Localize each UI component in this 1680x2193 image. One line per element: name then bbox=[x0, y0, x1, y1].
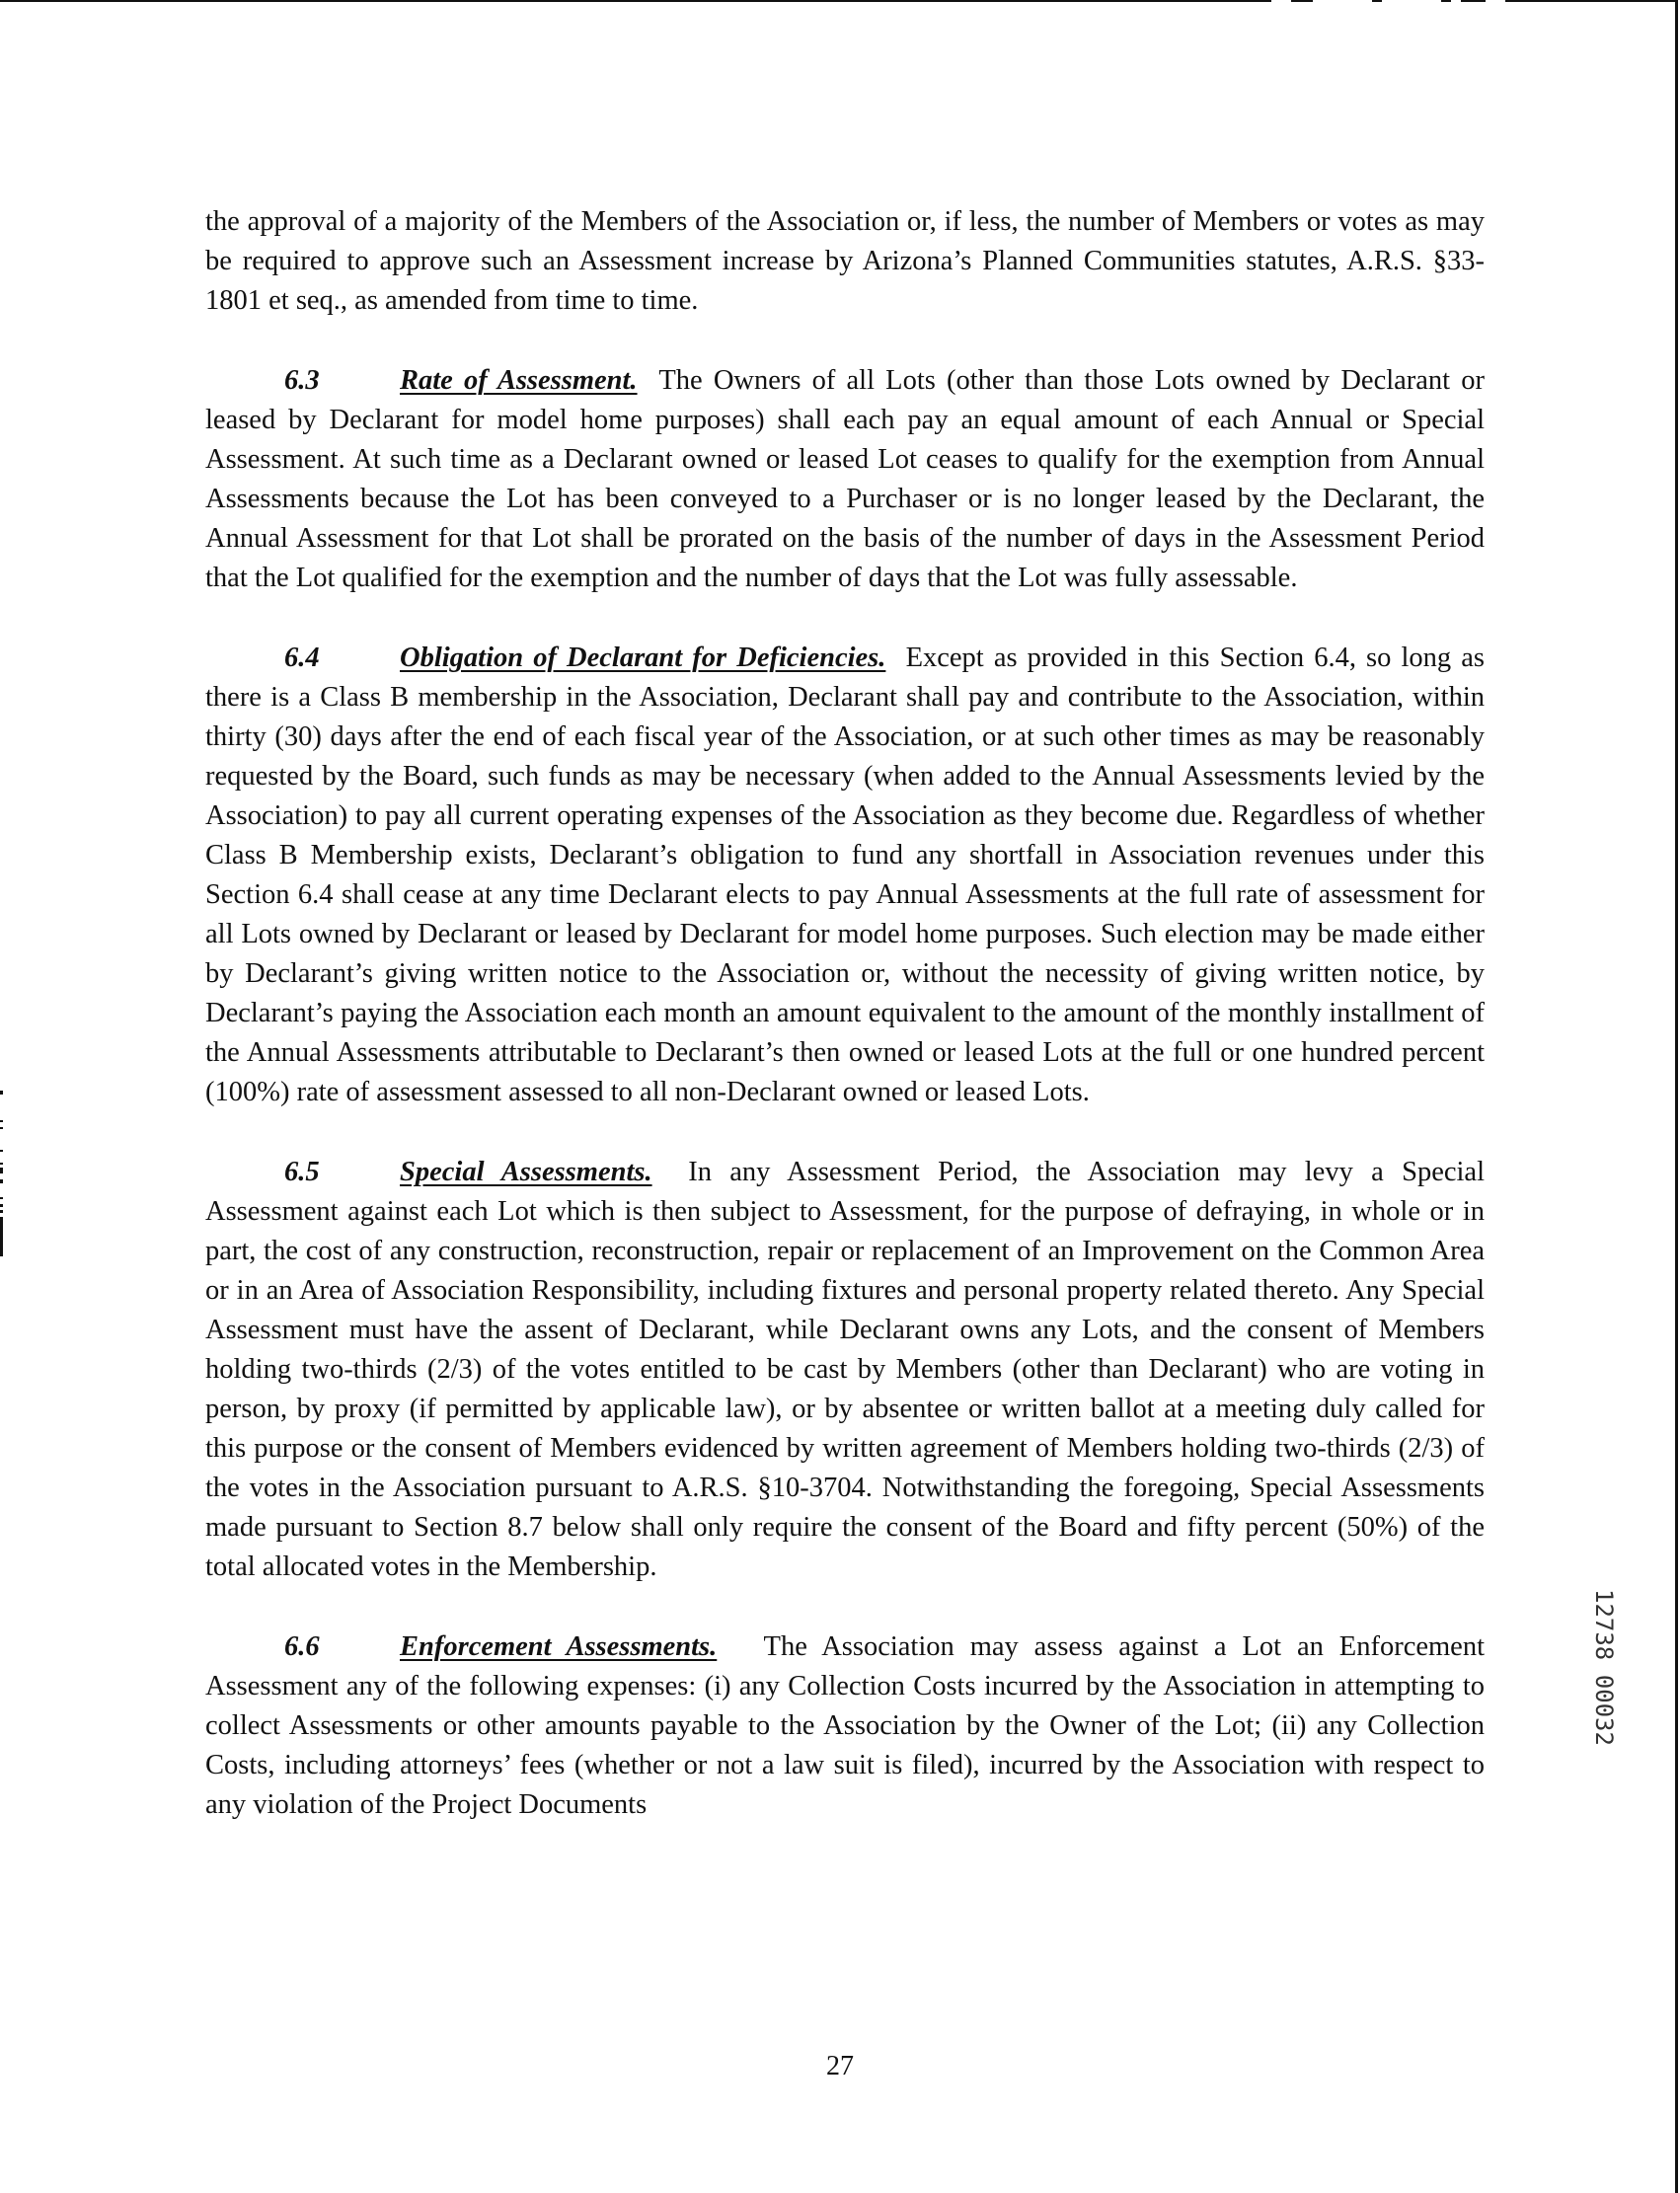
scan-edge-marks bbox=[0, 1056, 4, 1234]
section-title: Rate of Assessment. bbox=[400, 365, 638, 396]
scan-border-gap bbox=[1313, 0, 1372, 3]
section-title: Special Assessments. bbox=[400, 1157, 652, 1187]
document-body bbox=[205, 202, 1485, 1865]
section-number: 6.6 bbox=[284, 1631, 320, 1662]
page-number: 27 bbox=[826, 2051, 854, 2081]
section-6-4 bbox=[205, 639, 1485, 1112]
section-heading bbox=[205, 643, 885, 673]
section-title: Obligation of Declarant for Deficiencies. bbox=[400, 643, 886, 673]
scan-border-gap bbox=[1486, 0, 1505, 3]
section-number: 6.3 bbox=[284, 365, 320, 396]
recording-stamp bbox=[1589, 1589, 1619, 1826]
scan-border-gap bbox=[1382, 0, 1441, 3]
section-heading bbox=[205, 1631, 717, 1662]
section-heading bbox=[205, 1157, 652, 1187]
section-title: Enforcement Assessments. bbox=[400, 1631, 718, 1662]
scan-border-gap bbox=[1271, 0, 1291, 3]
section-body: The Association may assess against a Lot an Enforcement Assessment any of the following expenses: (i) any Collection Costs incurred by the Association in attempting to collect Assessments or other amounts payable to the Association by the Owner of the Lot; (ii) any Collection Costs, including attorneys’ fees (whether or not a law suit is filed), incurred by the Association with respect to any violation of the Project Documents bbox=[205, 1631, 1485, 1820]
recording-stamp-text: 12738 00032 bbox=[1590, 1589, 1618, 1746]
scan-border-gap bbox=[1451, 0, 1461, 3]
scan-border-right bbox=[1675, 0, 1678, 2193]
section-body: In any Assessment Period, the Association may levy a Special Assessment against each Lot which is then subject to Assessment, for the purpose of defraying, in whole or in part, the cost of any construction, reconstruction, repair or replacement of an Improvement on the Common Area or in an Area of Association Responsibility, including fixtures and personal property related thereto. Any Special Assessment must have the assent of Declarant, while Declarant owns any Lots, and the consent of Members holding two-thirds (2/3) of the votes entitled to be cast by Members (other than Declarant) who are voting in person, by proxy (if permitted by applicable law), or by absentee or written ballot at a meeting duly called for this purpose or the consent of Members evidenced by written agreement of Members holding two-thirds (2/3) of the votes in the Association pursuant to A.R.S. §10-3704. Notwithstanding the foregoing, Special Assessments made pursuant to Section 8.7 below shall only require the consent of the Board and fifty percent (50%) of the total allocated votes in the Membership. bbox=[205, 1157, 1485, 1582]
section-body: Except as provided in this Section 6.4, so long as there is a Class B membership in the Association, Declarant shall pay and contribute to the Association, within thirty (30) days after the end of each fiscal year of the Association, or at such other times as may be reasonably requested by the Board, such funds as may be necessary (when added to the Annual Assessments levied by the Association) to pay all current operating expenses of the Association as they become due. Regardless of whether Class B Membership exists, Declarant’s obligation to fund any shortfall in Association revenues under this Section 6.4 shall cease at any time Declarant elects to pay Annual Assessments at the full rate of assessment for all Lots owned by Declarant or leased by Declarant for model home purposes. Such election may be made either by Declarant’s giving written notice to the Association or, without the necessity of giving written notice, by Declarant’s paying the Association each month an amount equivalent to the amount of the monthly installment of the Annual Assessments attributable to Declarant’s then owned or leased Lots at the full or one hundred percent (100%) rate of assessment assessed to all non-Declarant owned or leased Lots. bbox=[205, 643, 1486, 1107]
section-6-3 bbox=[205, 361, 1485, 598]
section-number: 6.5 bbox=[284, 1157, 320, 1187]
section-number: 6.4 bbox=[284, 643, 320, 673]
section-body: The Owners of all Lots (other than those Lots owned by Declarant or leased by Declarant for model home purposes) shall each pay an equal amount of each Annual or Special Assessment. At such time as a Declarant owned or leased Lot ceases to qualify for the exemption from Annual Assessments because the Lot has been conveyed to a Purchaser or is no longer leased by the Declarant, the Annual Assessment for that Lot shall be prorated on the basis of the number of days in the Assessment Period that the Lot qualified for the exemption and the number of days that the Lot was fully assessable. bbox=[205, 365, 1485, 593]
section-heading bbox=[205, 365, 638, 396]
section-6-5 bbox=[205, 1153, 1485, 1587]
opening-paragraph: the approval of a majority of the Members of the Association or, if less, the number of Members or votes as may be required to approve such an Assessment increase by Arizona’s Planned Communities statutes, A.R.S. §33-1801 et seq., as amended from time to time. bbox=[205, 206, 1485, 316]
section-6-6 bbox=[205, 1627, 1485, 1825]
